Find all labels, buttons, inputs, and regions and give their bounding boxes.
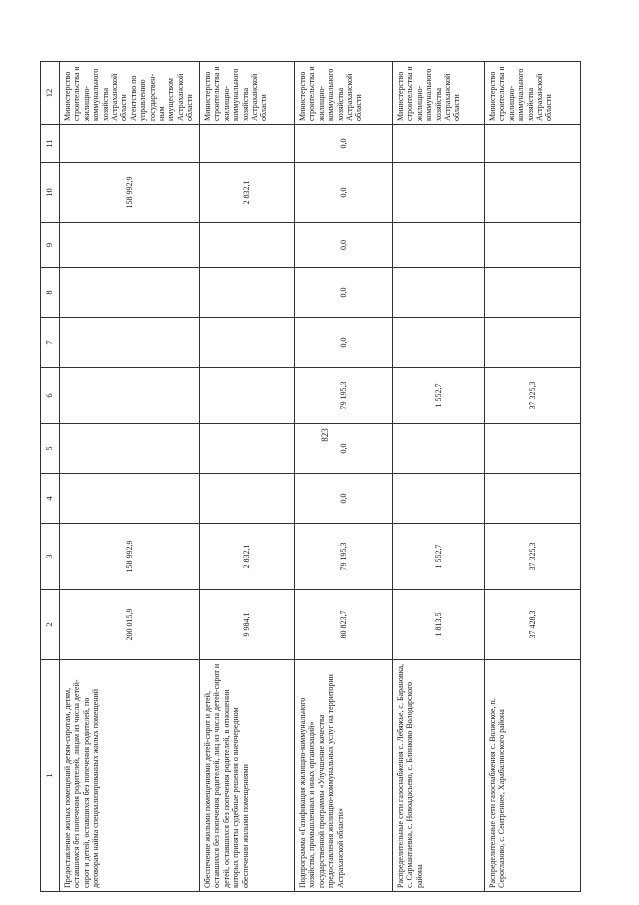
column-header: 3 — [41, 524, 60, 590]
cell — [485, 474, 581, 524]
cell — [393, 268, 485, 318]
row-name — [295, 660, 393, 892]
row-name — [485, 660, 581, 892]
row-name — [60, 660, 200, 892]
column-header: 1 — [41, 660, 60, 892]
cell — [200, 223, 295, 268]
column-header: 5 — [41, 424, 60, 474]
responsible-cell — [295, 62, 393, 125]
cell — [393, 125, 485, 163]
row-name-text: Обеспечение жилыми помещениями детей-сирот и детей, оставшихся без попечения родителей, лиц из числа детей-сирот и детей, оставшихся без попечения родителей, в отношении которых приняты судебные решения о внеочередном обеспечении жилыми помещениями — [203, 663, 250, 888]
row-name-text: Распределительные сети газоснабжения с. Лебяжье, с. Барановка, с. Сармантаевка, с. Новоадасьево, с. Блинково Володарского района — [396, 663, 424, 888]
cell: 79 195,3 — [295, 368, 393, 424]
table-row — [295, 62, 393, 892]
column-header: 2 — [41, 590, 60, 660]
responsible-text: Министерство строительства и жилищно-коммунального хозяйства Астраханской области — [203, 66, 269, 121]
cell — [200, 474, 295, 524]
cell: 79 195,3 — [295, 524, 393, 590]
cell — [393, 474, 485, 524]
responsible-cell — [200, 62, 295, 125]
cell: 200 015,9 — [60, 590, 200, 660]
cell — [485, 424, 581, 474]
cell: 37 428,3 — [485, 590, 581, 660]
cell: 1 552,7 — [393, 524, 485, 590]
cell — [393, 223, 485, 268]
cell — [200, 318, 295, 368]
cell — [200, 368, 295, 424]
column-header: 12 — [41, 62, 60, 125]
cell — [60, 318, 200, 368]
cell: 0,0 — [295, 318, 393, 368]
cell: 0,0 — [295, 268, 393, 318]
cell — [60, 223, 200, 268]
row-name — [200, 660, 295, 892]
cell: 1 813,5 — [393, 590, 485, 660]
page-number: 823 — [320, 428, 330, 442]
cell: 80 823,7 — [295, 590, 393, 660]
cell — [485, 318, 581, 368]
cell: 0,0 — [295, 125, 393, 163]
column-header: 7 — [41, 318, 60, 368]
cell — [60, 424, 200, 474]
table-row — [60, 62, 200, 892]
cell — [60, 125, 200, 163]
cell — [60, 268, 200, 318]
table-row — [485, 62, 581, 892]
cell — [60, 368, 200, 424]
cell: 0,0 — [295, 223, 393, 268]
column-header: 4 — [41, 474, 60, 524]
cell: 158 992,9 — [60, 163, 200, 223]
cell — [393, 163, 485, 223]
cell — [200, 268, 295, 318]
cell: 0,0 — [295, 424, 393, 474]
responsible-text: Министерство строительства и жилищно-коммунального хозяйства Астраханской области — [488, 66, 554, 121]
cell — [485, 163, 581, 223]
row-name-text: Распределительные сети газоснабжения с. Волжское, п. Сероглазово, с. Сеитреннее, Харабалинского района — [488, 698, 507, 888]
cell: 2 832,1 — [200, 163, 295, 223]
cell: 37 325,3 — [485, 368, 581, 424]
responsible-cell — [60, 62, 200, 125]
responsible-cell — [393, 62, 485, 125]
cell — [393, 318, 485, 368]
table-row — [393, 62, 485, 892]
row-name-text: Предоставление жилых помещений детям-сиротам, детям, оставшимся без попечения родителей, лицам из числа детей-сирот и детей, оставшихся без попечения родителей, по договорам найма специализированных жилых помещений — [63, 679, 101, 888]
cell: 2 832,1 — [200, 524, 295, 590]
responsible-text: Министерство строительства и жилищно-коммунального хозяйства Астраханской области Агентство по управлению государствен-ным имуществом Астраханской области — [63, 66, 195, 121]
cell: 9 984,1 — [200, 590, 295, 660]
column-header: 11 — [41, 125, 60, 163]
column-header: 8 — [41, 268, 60, 318]
responsible-cell — [485, 62, 581, 125]
column-header: 6 — [41, 368, 60, 424]
row-name-text: Подпрограмма «Газификация жилищно-коммунального хозяйства, промышленных и иных организаций» государственной программы «Улучшение качества предоставления жилищно-коммунальных услуг на территории Астраханской области» — [298, 674, 345, 888]
table-row — [200, 62, 295, 892]
row-name — [393, 660, 485, 892]
cell: 0,0 — [295, 474, 393, 524]
responsible-text: Министерство строительства и жилищно-коммунального хозяйства Астраханской области — [298, 66, 364, 121]
cell — [60, 474, 200, 524]
column-header: 9 — [41, 223, 60, 268]
cell — [393, 424, 485, 474]
cell: 0,0 — [295, 163, 393, 223]
column-header: 10 — [41, 163, 60, 223]
cell — [485, 125, 581, 163]
cell — [200, 424, 295, 474]
cell — [485, 268, 581, 318]
cell — [200, 125, 295, 163]
budget-table — [40, 61, 581, 892]
cell: 1 552,7 — [393, 368, 485, 424]
cell: 37 325,3 — [485, 524, 581, 590]
rotated-table-container — [40, 62, 575, 892]
header-row — [41, 62, 60, 892]
cell: 158 992,9 — [60, 524, 200, 590]
cell — [485, 223, 581, 268]
responsible-text: Министерство строительства и жилищно-коммунального хозяйства Астраханской области — [396, 66, 462, 121]
